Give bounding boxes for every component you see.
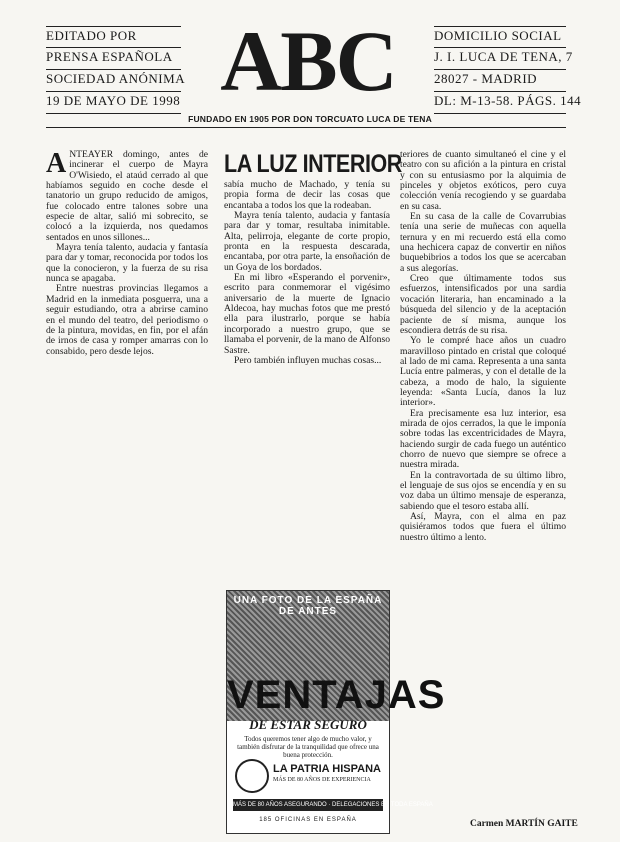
paragraph: Mayra tenía talento, audacia y fantasía para dar y tomar, reconocida por todos los que la conocieron, y la fuerza de su risa nunca se apagaba. — [46, 242, 208, 285]
paragraph: En su casa de la calle de Covarrubias tenía una serie de muñecas con aquella ternura y en mi recuerdo está ella como una hechicera capaz de convertir en niños buquebibrios a todos los que se acercaban a sus alegorías. — [400, 211, 566, 274]
paragraph: Era precisamente esa luz interior, esa mirada de ojos cerrados, la que le imponía sobre todas las excentricidades de Mayra, haciendo surgir de cada fuego un auténtico chorro de nuevo que siempre se ofrece a nuestra mirada. — [400, 407, 566, 471]
ad-photo-caption: UNA FOTO DE LA ESPAÑA DE ANTES — [233, 595, 383, 617]
paragraph: Creo que últimamente todos sus esfuerzos, intensificados por una sardia vocación literaria, han encaminado a la búsqueda del silencio y de la aceptación paciente de sí misma, aunque los escondiera detrás de su risa. — [400, 273, 566, 336]
ad-headline: VENTAJAS — [227, 673, 446, 717]
masthead-left-line-2: PRENSA ESPAÑOLA — [46, 48, 181, 70]
author-signature: Carmen MARTÍN GAITE — [470, 819, 578, 829]
ad-brand-sub: MÁS DE 80 AÑOS DE EXPERIENCIA — [273, 777, 371, 783]
masthead-rule — [46, 127, 566, 128]
drop-cap: A — [46, 148, 67, 179]
article-column-3 — [400, 150, 566, 818]
ad-contact-bar: MÁS DE 80 AÑOS ASEGURANDO · DELEGACIONES EN TODA ESPAÑA — [233, 799, 383, 811]
paragraph: Yo le compré hace años un cuadro maravilloso pintado en cristal que coloqué al lado de mi cama. Representa a una santa Lucía entre palmeras, y con el detalle de la cabeza, a modo de halo, la siguiente leyenda: «Santa Lucía, danos la luz interior». — [400, 335, 566, 409]
paragraph: En la contravortada de su último libro, el lenguaje de sus ojos se encendía y en su voz daba un último mensaje de esperanza, sabiendo que el tesoro estaba allí. — [400, 469, 566, 512]
paragraph: NTEAYER domingo, antes de incinerar el cuerpo de Mayra O'Wisiedo, el ataúd cerrado al que habíamos seguido en coche desde el tanatorio un grupo reducido de amigos, fue colocado entre talones sobre una especie de altar, salió mi sobrecito, se colocó a la izquierda, nos quedamos sentados en unos sillones... — [46, 149, 208, 243]
paragraph: En mi libro «Esperando el porvenir», escrito para conmemorar el vigésimo aniversario de la muerte de Ignacio Aldecoa, hay muchas fotos que me prestó ella para ilustrarlo, porque se había incorporado a nuestro grupo, que se llamaba el porvenir, de la mano de Alfonso Sastre. — [224, 272, 390, 356]
paragraph: Así, Mayra, con el alma en paz quisiéramos todos que fuera el último nuestro último a lento. — [400, 511, 566, 543]
ad-footer: 185 OFICINAS EN ESPAÑA — [259, 817, 357, 823]
article-headline: LA LUZ INTERIOR — [224, 150, 402, 178]
insurance-advertisement[interactable] — [226, 590, 446, 834]
publication-date: 19 DE MAYO DE 1998 — [46, 92, 181, 114]
founded-line: FUNDADO EN 1905 POR DON TORCUATO LUCA DE TENA — [188, 114, 432, 124]
paragraph: teriores de cuanto simultaneó el cine y el teatro con su afición a la pintura en cristal y con su entusiasmo por la alquimia de pinceles y objetos exóticos, pero cuya colección venía recogiendo y se guardaba en su casa. — [400, 149, 566, 212]
ad-subtext: Todos queremos tener algo de mucho valor, y también disfrutar de la tranquilidad que ofrece una buena protección. — [237, 735, 379, 759]
paragraph: sabía mucho de Machado, y tenía su propia forma de decir las cosas que encantaba a todos los que la rodeaban. — [224, 179, 390, 211]
article-column-2 — [224, 180, 390, 583]
masthead-right-line-1: DOMICILIO SOCIAL — [434, 26, 566, 48]
masthead-right — [434, 26, 582, 114]
masthead-left — [46, 26, 186, 114]
abc-logo: ABC — [220, 13, 396, 109]
ad-seal-icon — [235, 759, 269, 793]
legal-deposit: DL: M-13-58. PÁGS. 144 — [434, 92, 566, 114]
masthead-left-line-3: SOCIEDAD ANÓNIMA — [46, 70, 181, 92]
masthead-right-line-2: J. I. LUCA DE TENA, 7 — [434, 48, 566, 70]
ad-brand: LA PATRIA HISPANA — [273, 763, 381, 775]
article-column-1 — [46, 150, 208, 830]
paragraph: Entre nuestras provincias llegamos a Madrid en la inmediata posguerra, una a seguir estudiando, otra a abrirse camino en el mundo del teatro, del periodismo o de la pintura, movidas, en fin, por el afán de irnos de casa y romper amarras con lo consabido, pero desde lejos. — [46, 283, 208, 357]
paragraph: Pero también influyen muchas cosas... — [234, 354, 382, 366]
masthead-right-line-3: 28027 - MADRID — [434, 70, 566, 92]
ad-tagline: DE ESTAR SEGURO — [249, 717, 367, 732]
masthead-left-line-1: EDITADO POR — [46, 26, 181, 48]
paragraph: Mayra tenía talento, audacia y fantasía para dar y tomar, resultaba inimitable. Alta, pelirroja, elegante de corte propio, pronta en la respuesta descarada, encantaba, por otra parte, la ensoñación de un Goya de los bordados. — [224, 210, 390, 273]
